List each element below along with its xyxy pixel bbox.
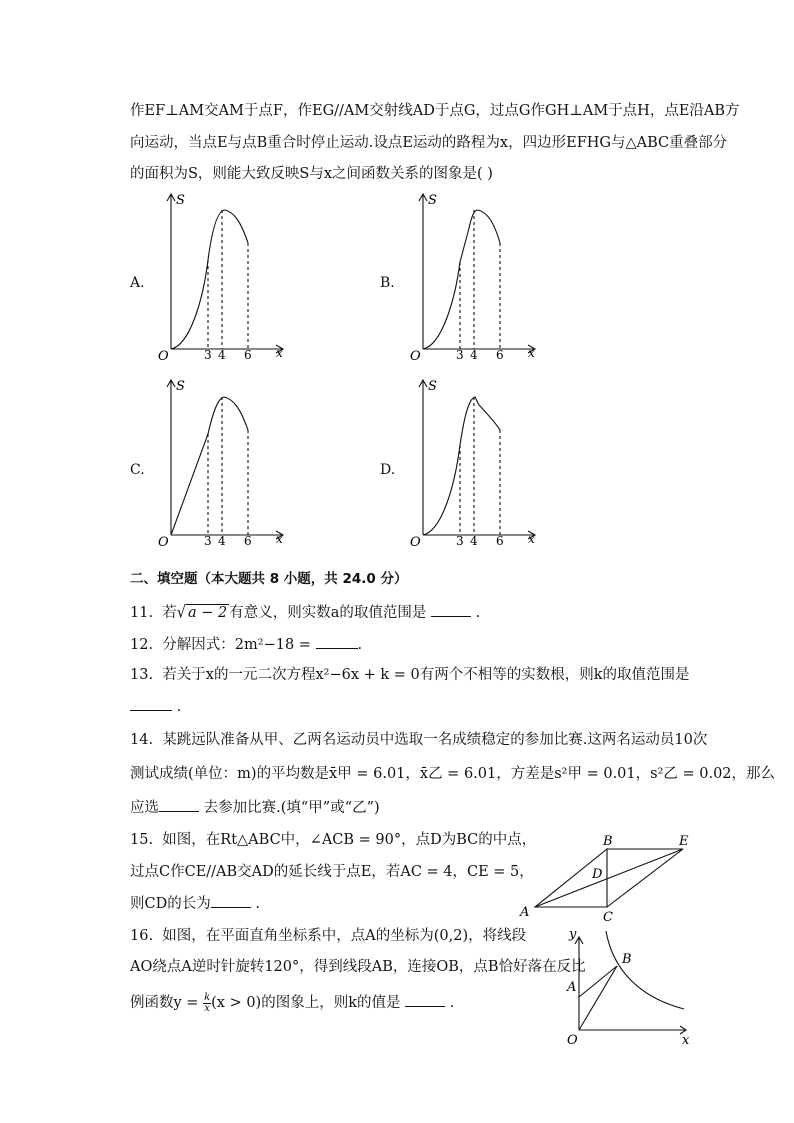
q13-end: . (176, 699, 182, 715)
q12-end: . (357, 637, 363, 653)
q12-number: 12. (130, 637, 154, 653)
q11-answer-blank[interactable] (431, 602, 471, 617)
q12-answer-blank[interactable] (316, 634, 358, 649)
q15-point-d: D (592, 867, 603, 882)
q11-radicand: a − 2 (188, 605, 228, 621)
graph-d-origin: O (410, 535, 421, 550)
q16-point-a: A (567, 980, 577, 995)
graph-a-tick-3: 3 (204, 348, 212, 362)
graph-d-x-label: x (528, 532, 535, 546)
q13-answer-blank[interactable] (130, 696, 172, 711)
graph-c-tick-4: 4 (218, 534, 226, 548)
q15-point-c: C (603, 910, 613, 925)
graph-b-x-label: x (528, 346, 535, 360)
question-16-line-1 (130, 926, 526, 946)
q11-post: 有意义，则实数a的取值范围是 (229, 605, 427, 621)
q16-line-3-end: . (449, 995, 455, 1011)
q13-number: 13. (130, 667, 154, 683)
q11-end: . (475, 605, 481, 621)
graph-d-y-label: S (428, 379, 437, 394)
q16-origin-label: O (567, 1033, 578, 1048)
q14-line-1-text: 某跳远队准备从甲、乙两名运动员中选取一名成绩稳定的参加比赛.这两名运动员10次 (162, 732, 708, 748)
q15-line-3-pre: 则CD的长为 (130, 896, 211, 912)
q14-answer-blank[interactable] (159, 797, 199, 812)
option-b-label: B. (380, 275, 395, 291)
q15-line-1-text: 如图，在Rt△ABC中，∠ACB = 90°，点D为BC的中点， (162, 832, 537, 848)
q11-pre: 若 (162, 605, 177, 621)
q13-text: 若关于x的一元二次方程x²−6x + k = 0有两个不相等的实数根，则k的取值范围是 (162, 667, 690, 683)
graph-c-tick-3: 3 (204, 534, 212, 548)
q15-number: 15. (130, 832, 154, 848)
q16-frac-numerator: k (204, 991, 211, 1003)
q12-text: 分解因式：2m²−18 = (162, 637, 311, 653)
question-16-line-3 (130, 992, 454, 1014)
graph-d-tick-6: 6 (496, 534, 504, 548)
q10-line-2: 向运动，当点E与点B重合时停止运动.设点E运动的路程为x，四边形EFHG与△ABC重叠部分 (130, 135, 728, 151)
graph-b-tick-4: 4 (470, 348, 478, 362)
option-a-label: A. (130, 275, 145, 291)
graph-c-x-label: x (276, 532, 283, 546)
graph-c-tick-6: 6 (244, 534, 252, 548)
graph-a-tick-6: 6 (244, 348, 252, 362)
question-13 (130, 665, 690, 685)
graph-b-tick-3: 3 (456, 348, 464, 362)
q11-number: 11. (130, 605, 154, 621)
q10-line-1: 作EF⊥AM交AM于点F，作EG//AM交射线AD于点G，过点G作GH⊥AM于点H，点E沿AB方 (130, 103, 740, 119)
q15-line-2: 过点C作CE//AB交AD的延长线于点E，若AC = 4，CE = 5， (130, 864, 534, 880)
graph-c-origin: O (158, 535, 169, 550)
q15-answer-blank[interactable] (211, 893, 251, 908)
q14-line-2: 测试成绩(单位：m)的平均数是x̄甲 = 6.01，x̄乙 = 6.01，方差是s²甲 = 0.01，s²乙 = 0.02，那么 (130, 766, 776, 782)
question-13-line-2 (130, 696, 181, 717)
graph-b-origin: O (410, 349, 421, 364)
question-11 (130, 602, 480, 623)
q15-point-b: B (603, 834, 613, 849)
q14-number: 14. (130, 732, 154, 748)
question-12 (130, 634, 362, 655)
graph-a-y-label: S (176, 193, 185, 208)
q16-answer-blank[interactable] (405, 992, 445, 1007)
q15-line-3-end: . (255, 896, 260, 912)
graph-b-tick-6: 6 (496, 348, 504, 362)
q14-line-3-post: 去参加比赛.(填“甲”或“乙”) (203, 800, 380, 816)
option-d-label: D. (380, 462, 396, 478)
graph-a-origin: O (158, 349, 169, 364)
q16-line-2: AO绕点A逆时针旋转120°，得到线段AB，连接OB，点B恰好落在反比 (130, 959, 586, 975)
question-15-line-3 (130, 893, 260, 914)
graph-d-tick-3: 3 (456, 534, 464, 548)
q16-fraction (203, 993, 211, 1014)
q16-y-label: y (569, 927, 577, 942)
q10-line-3: 的面积为S，则能大致反映S与x之间函数关系的图象是( ) (130, 166, 493, 182)
graph-b-y-label: S (428, 193, 437, 208)
q16-frac-denominator: x (204, 1002, 210, 1014)
graph-c-y-label: S (176, 379, 185, 394)
q15-point-a: A (520, 905, 530, 920)
question-14-line-3 (130, 797, 380, 818)
graph-a-x-label: x (276, 346, 283, 360)
graph-d-tick-4: 4 (470, 534, 478, 548)
question-15-line-1 (130, 830, 536, 850)
q16-number: 16. (130, 928, 154, 944)
q16-line-1-text: 如图，在平面直角坐标系中，点A的坐标为(0,2)，将线段 (162, 928, 527, 944)
question-14-line-1 (130, 730, 707, 750)
q16-line-3-pre: 例函数y = (130, 995, 204, 1011)
q16-point-b: B (622, 952, 632, 967)
sqrt-sign: √ (176, 603, 187, 623)
q16-line-3-mid: (x > 0)的图象上，则k的值是 (211, 995, 401, 1011)
q14-line-3-pre: 应选 (130, 800, 159, 816)
option-c-label: C. (130, 462, 145, 478)
q16-x-label: x (682, 1033, 690, 1048)
graph-a-tick-4: 4 (218, 348, 226, 362)
q15-point-e: E (679, 834, 689, 849)
section-heading: 二、填空题（本大题共 8 小题，共 24.0 分） (130, 571, 408, 587)
